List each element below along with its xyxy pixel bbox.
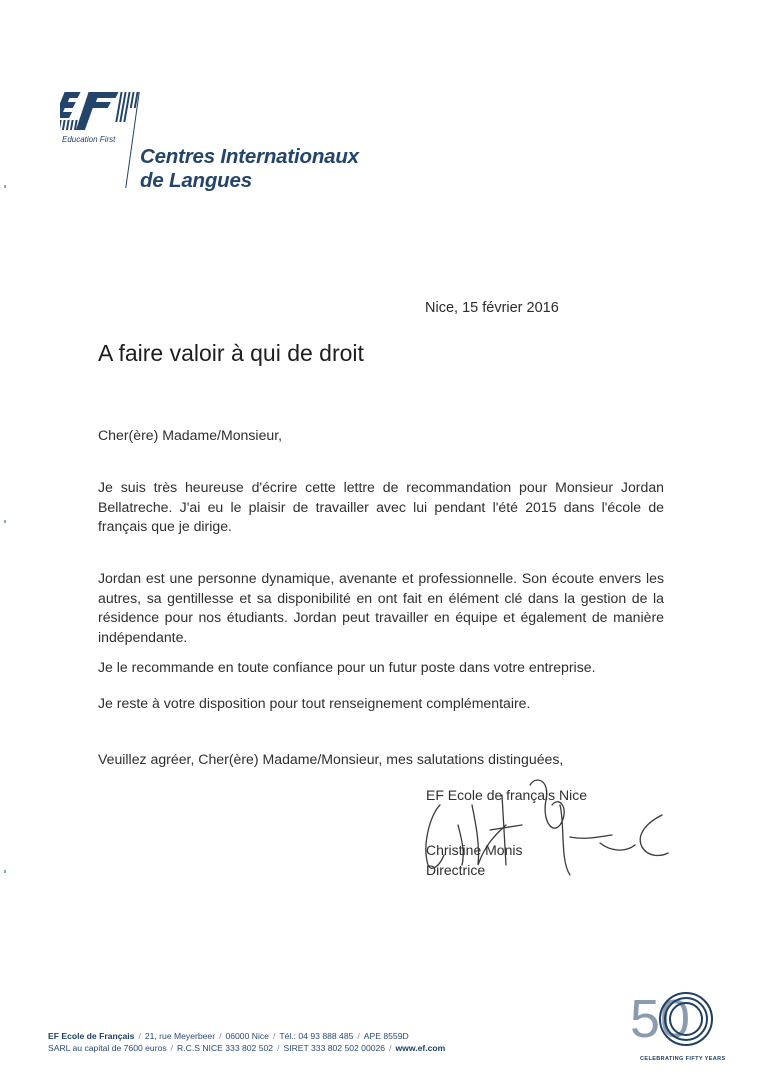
letter-date: Nice, 15 février 2016	[425, 300, 559, 316]
footer-city: 06000 Nice	[225, 1031, 269, 1041]
signatory-name: Christine Monis	[426, 842, 523, 858]
org-name-line2: de Langues	[140, 169, 252, 192]
salutation: Cher(ère) Madame/Monsieur,	[98, 427, 283, 443]
scan-mark	[4, 185, 6, 188]
footer-capital: SARL au capital de 7600 euros	[48, 1043, 167, 1053]
paragraph-1: Je suis très heureuse d'écrire cette lettre de recommandation pour Monsieur Jordan Bellatreche. J'ai eu le plaisir de travailler avec lui pendant l'été 2015 dans l'école de français que je dirige.	[98, 479, 664, 535]
signature-organization: EF Ecole de français Nice	[426, 787, 588, 803]
footer-line1: EF Ecole de Français / 21, rue Meyerbeer / 06000 Nice / Tél.: 04 93 888 485 / APE 8559D	[48, 1031, 409, 1041]
signatory-role: Directrice	[426, 862, 486, 878]
fifty-years-badge-icon	[628, 985, 718, 1055]
paragraph-4: Je reste à votre disposition pour tout renseignement complémentaire.	[98, 695, 531, 711]
footer-address: 21, rue Meyerbeer	[144, 1031, 216, 1041]
paragraph-3: Je le recommande en toute confiance pour un futur poste dans votre entreprise.	[98, 659, 596, 675]
org-name-line1: Centres Internationaux	[140, 145, 359, 168]
badge-number: 50	[630, 989, 691, 1049]
badge-caption: CELEBRATING FIFTY YEARS	[640, 1056, 726, 1062]
organization-name	[140, 145, 359, 193]
footer-siret: SIRET 333 802 502 00026	[283, 1043, 386, 1053]
footer-phone: Tél.: 04 93 888 485	[279, 1031, 354, 1041]
footer-rcs: R.C.S NICE 333 802 502	[177, 1043, 274, 1053]
footer-website-link[interactable]: www.ef.com	[395, 1043, 446, 1053]
footer	[48, 1030, 445, 1054]
scan-mark	[4, 870, 6, 873]
paragraph-2: Jordan est une personne dynamique, avenante et professionnelle. Son écoute envers les autres, sa gentillesse et sa disponibilité en ont fait en élément clé dans la gestion de la résidence pour nos étudiants. Jordan peut travailler en équipe et également de manière indépendante.	[98, 570, 664, 645]
letter-title: A faire valoir à qui de droit	[98, 340, 364, 366]
logo-subtitle: Education First	[62, 135, 116, 144]
footer-line2: SARL au capital de 7600 euros / R.C.S NICE 333 802 502 / SIRET 333 802 502 00026 / www.ef.com	[48, 1043, 446, 1053]
scan-mark	[4, 520, 6, 523]
footer-company: EF Ecole de Français	[48, 1031, 135, 1041]
footer-ape: APE 8559D	[363, 1031, 409, 1041]
closing-formula: Veuillez agréer, Cher(ère) Madame/Monsieur, mes salutations distinguées,	[98, 751, 564, 767]
